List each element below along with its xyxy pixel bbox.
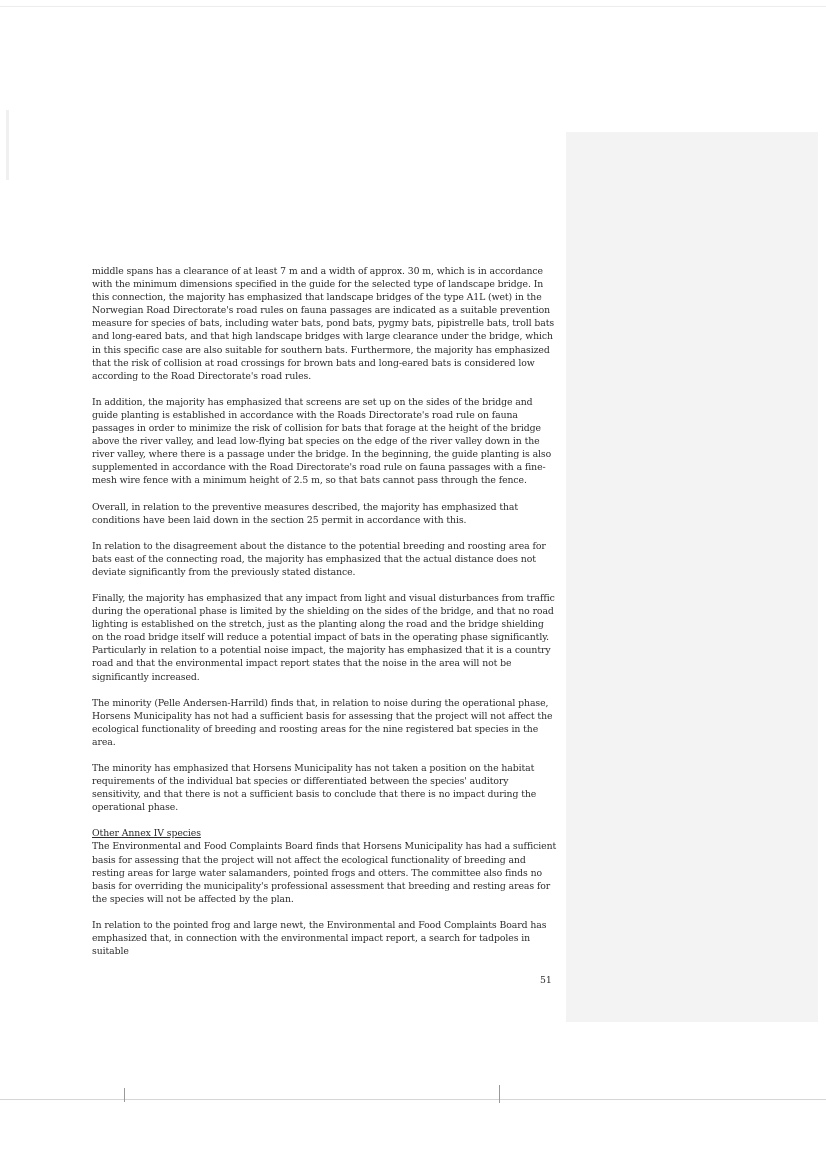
paragraph-7: The minority has emphasized that Horsens Municipality has not taken a position on the habitat requirements of the individual bat species or differentiated between the species' auditory sensitivity, and that there is not a sufficient basis to conclude that there is no impact during the operational phase. — [92, 763, 537, 814]
page-number: 51 — [540, 975, 552, 986]
scan-mark — [124, 1088, 125, 1102]
scan-mark — [499, 1085, 500, 1103]
paragraph-5: Finally, the majority has emphasized that any impact from light and visual disturbances from traffic during the operational phase is limited by the shielding on the sides of the bridge, and that no road lighting is established on the stretch, just as the planting along the road and the bridge shielding on the road bridge itself will reduce a potential impact of bats in the operating phase significantly. Particularly in relation to a potential noise impact, the majority has emphasized that it is a country road and that the environmental impact report states that the noise in the area will not be significantly increased. — [92, 592, 555, 683]
section-heading: Other Annex IV species — [92, 828, 201, 840]
paragraph-last: In relation to the pointed frog and large newt, the Environmental and Food Complaints Board has emphasized that, in connection with the environmental impact report, a search for tadpoles in suitable — [92, 919, 547, 958]
section-text: The Environmental and Food Complaints Board finds that Horsens Municipality has had a sufficient basis for assessing that the project will not affect the ecological functionality of breeding and resting areas for large water salamanders, pointed frogs and otters. The committee also finds no basis for overriding the municipality's professional assessment that breeding and resting areas for the species will not be affected by the plan. — [92, 841, 557, 905]
scan-edge-top — [0, 6, 826, 7]
scan-smudge — [6, 110, 9, 180]
paragraph-1: middle spans has a clearance of at least 7 m and a width of approx. 30 m, which is in accordance with the minimum dimensions specified in the guide for the selected type of landscape bridge. In this connection, the majority has emphasized that landscape bridges of the type A1L (wet) in the Norwegian Road Directorate's road rules on fauna passages are indicated as a suitable prevention measure for species of bats, including water bats, pond bats, pygmy bats, pipistrelle bats, troll bats and long-eared bats, and that high landscape bridges with large clearance under the bridge, which in this specific case are also suitable for southern bats. Furthermore, the majority has emphasized that the risk of collision at road crossings for brown bats and long-eared bats is considered low according to the Road Directorate's road rules. — [92, 266, 555, 382]
paragraph-3: Overall, in relation to the preventive measures described, the majority has emphasized that conditions have been laid down in the section 25 permit in accordance with this. — [92, 501, 519, 526]
margin-shade — [566, 132, 818, 1022]
paragraph-2: In addition, the majority has emphasized that screens are set up on the sides of the bridge and guide planting is established in accordance with the Roads Directorate's road rule on fauna passages in order to minimize the risk of collision for bats that forage at the height of the bridge above the river valley, and lead low-flying bat species on the edge of the river valley down in the river valley, where there is a passage under the bridge. In the beginning, the guide planting is also supplemented in accordance with the Road Directorate's road rule on fauna passages with a fine-mesh wire fence with a minimum height of 2.5 m, so that bats cannot pass through the fence. — [92, 396, 552, 487]
section-annex-iv — [92, 827, 558, 906]
paragraph-4: In relation to the disagreement about the distance to the potential breeding and roosting area for bats east of the connecting road, the majority has emphasized that the actual distance does not deviate significantly from the previously stated distance. — [92, 540, 546, 578]
body-text — [92, 265, 558, 971]
paragraph-6: The minority (Pelle Andersen-Harrild) finds that, in relation to noise during the operational phase, Horsens Municipality has not had a sufficient basis for assessing that the project will not affect the ecological functionality of breeding and roosting areas for the nine registered bat species in the area. — [92, 697, 553, 748]
